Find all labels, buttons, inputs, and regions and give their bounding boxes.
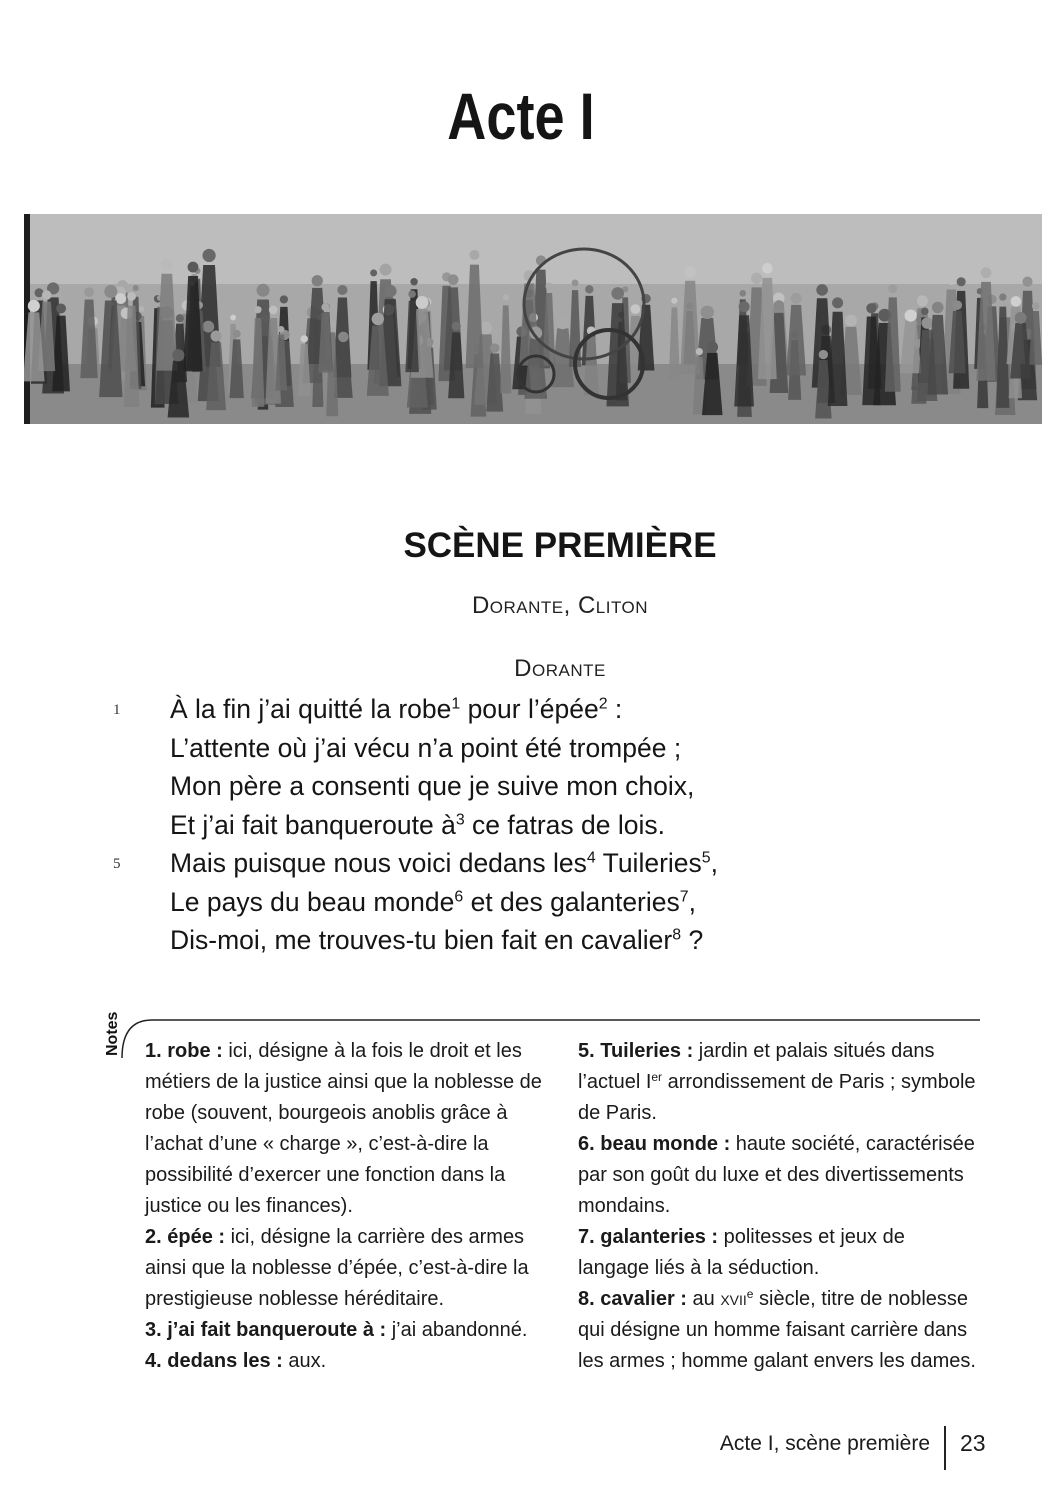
footnote [578,1284,978,1377]
footnote-pre: au [686,1288,721,1310]
running-title: Acte I, scène première [719,1432,930,1455]
verse-text: À la fin j’ai quitté la robe [170,694,452,724]
footnote-ref: 7 [679,887,689,905]
footnote-sup: e [746,1286,754,1301]
footnote [578,1036,978,1129]
footnote-ref: 6 [454,887,464,905]
verse-line [170,690,622,728]
verse-text: et des galanteries [463,886,680,917]
footnote [145,1315,555,1346]
page-number: 23 [960,1430,986,1456]
footnote [145,1222,555,1315]
footnote-text: ici, désigne à la fois le droit et les métiers de la justice ainsi que la noblesse de robe (souvent, bourgeois anoblis grâce à l’achat d’une « charge », c’est-à-dire la possibilité d’exercer une fonction dans la justice ou les finances). [145,1040,542,1217]
verse-line [170,921,703,959]
footnote-sc: xvii [720,1288,747,1310]
verse-text: pour l’épée [460,694,599,724]
verse-line [170,806,665,844]
footnote-text: j’ai abandonné. [386,1319,528,1341]
verse-text: L’attente où j’ai vécu n’a point été trompée ; [170,732,682,763]
engraving-court-crowd-image [24,214,1042,424]
verse-line [170,844,718,882]
footnote [145,1346,555,1377]
footnote-post: siècle, titre de noblesse qui désigne un homme faisant carrière dans les armes ; homme galant envers les dames. [578,1288,976,1372]
footnote-term: 1. robe : [145,1040,223,1062]
footnote-text: politesses et jeux de langage liés à la séduction. [578,1226,905,1279]
verse-text: ? [681,925,704,955]
footnote-ref: 5 [701,849,711,867]
footnote-text: haute société, caractérisée par son goût du luxe et des divertissements mondains. [578,1133,975,1217]
footnote-text: ici, désigne la carrière des armes ainsi que la noblesse d’épée, c’est-à-dire la prestigieuse noblesse héréditaire. [145,1226,529,1310]
verse-line [170,729,681,767]
footnote-pre: jardin et palais situés dans l’actuel [578,1040,935,1093]
verse-text: Tuileries [595,848,702,878]
footnote-ref: 4 [586,849,596,867]
verse-text: Dis-moi, me trouves-tu bien fait en cavalier [170,925,673,955]
verse-text: , [710,848,718,878]
verse-text: Et j’ai fait banqueroute à [170,809,456,840]
footnote-post: arrondissement de Paris ; symbole de Paris. [578,1071,976,1124]
footer-divider [944,1426,946,1470]
footnote-term: 4. dedans les : [145,1350,283,1372]
footnote-ref: 1 [451,695,461,713]
notes-column-right [578,1036,978,1377]
notes-label: Notes [104,1011,121,1056]
verse-line [170,767,694,805]
footnote-ref: 2 [598,695,608,713]
footnote [145,1036,555,1222]
footnote-term: 8. cavalier : [578,1288,687,1310]
verse-text: Le pays du beau monde [170,886,455,917]
verse-line [170,883,696,921]
footnote-ref: 3 [455,810,465,828]
verse-number: 1 [113,702,121,718]
scene-title: SCÈNE PREMIÈRE [403,526,717,565]
footnote [578,1222,978,1284]
footnote-term: 6. beau monde : [578,1133,731,1155]
notes-frame [122,1018,980,1020]
verse-text: Mon père a consenti que je suive mon choix, [170,771,695,801]
verse-text: : [607,694,623,724]
footnote-term: 2. épée : [145,1226,226,1248]
footnote-term: 3. j’ai fait banqueroute à : [145,1319,387,1341]
verse-text: ce fatras de lois. [464,809,665,840]
notes-column-left [145,1036,555,1377]
footnote-ref: 8 [672,926,682,944]
footnote-term: 5. Tuileries : [578,1040,694,1062]
engraving-illustration [24,214,1042,424]
footnote [578,1129,978,1222]
speaker-name: Dorante [514,655,606,682]
footnote-sup: er [651,1069,663,1084]
verse-text: Mais puisque nous voici dedans les [170,848,587,878]
footnote-term: 7. galanteries : [578,1226,719,1248]
verse-text: , [688,886,696,917]
footnote-text: aux. [282,1350,327,1372]
scene-characters: Dorante, Cliton [471,592,649,619]
footnote-sc: I [645,1071,652,1093]
verse-number: 5 [113,856,121,872]
act-title: Acte I [447,79,595,153]
